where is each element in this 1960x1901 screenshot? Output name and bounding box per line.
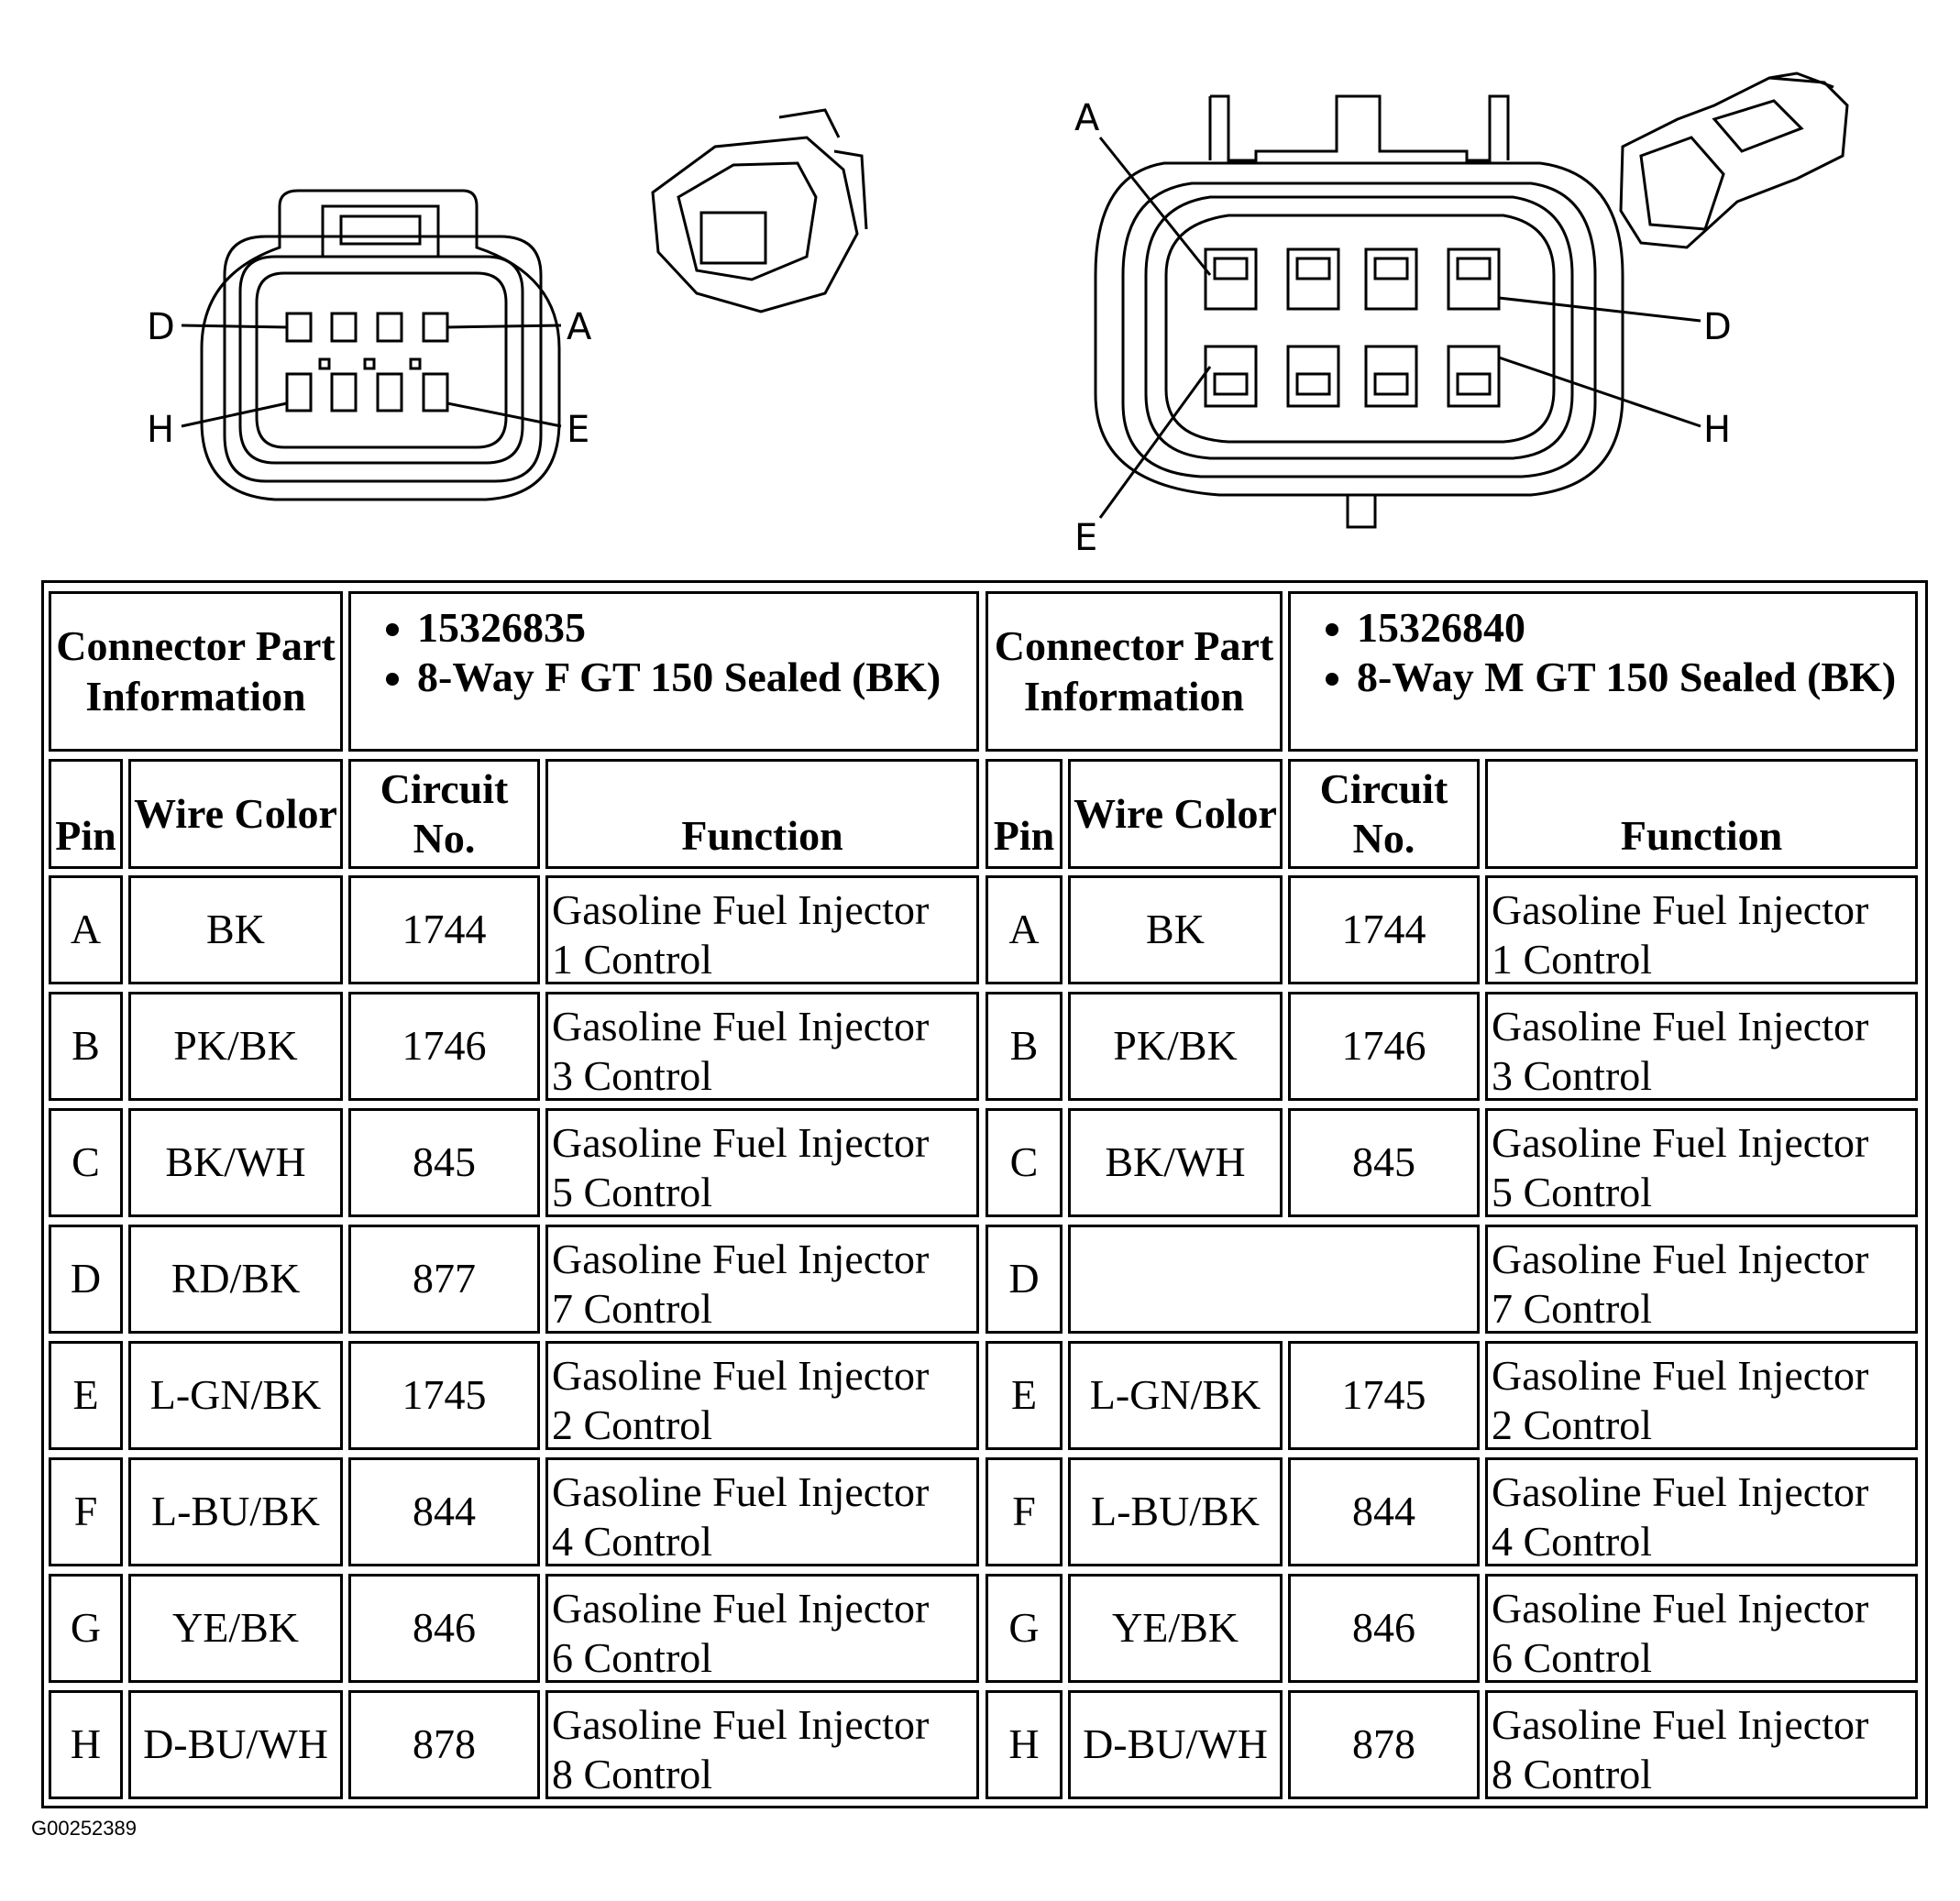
- wire-color-cell: BK: [1068, 875, 1283, 984]
- column-header-wire-color: Wire Color: [128, 759, 343, 869]
- function-cell: [1485, 1341, 1918, 1450]
- function-line-1: Gasoline Fuel Injector: [1492, 1003, 1869, 1049]
- wire-color-cell: D-BU/WH: [128, 1690, 343, 1799]
- function-line-1: Gasoline Fuel Injector: [552, 1119, 930, 1166]
- function-cell: [545, 1574, 979, 1683]
- function-cell: [545, 1457, 979, 1566]
- pin-cell: B: [49, 992, 123, 1101]
- function-line-1: Gasoline Fuel Injector: [552, 1236, 930, 1282]
- function-cell: [1485, 1574, 1918, 1683]
- function-line-1: Gasoline Fuel Injector: [1492, 1585, 1869, 1632]
- function-line-1: Gasoline Fuel Injector: [552, 1003, 930, 1049]
- function-line-2: 6 Control: [1492, 1634, 1653, 1682]
- function-line-1: Gasoline Fuel Injector: [1492, 1236, 1869, 1282]
- part-number: • 15326835: [417, 603, 941, 653]
- circuit-number-cell: 845: [348, 1108, 540, 1217]
- function-cell: [545, 1341, 979, 1450]
- male-connector-isometric: [1621, 73, 1847, 247]
- pin-cell: G: [49, 1574, 123, 1683]
- function-line-2: 5 Control: [1492, 1169, 1653, 1216]
- female-connector-face: [182, 191, 561, 500]
- connector-drawings: [0, 0, 1960, 577]
- function-cell: [1485, 992, 1918, 1101]
- column-header-pin: Pin: [986, 759, 1063, 869]
- right-pin-label-a: A: [1074, 97, 1100, 139]
- column-header-wire-color: Wire Color: [1068, 759, 1283, 869]
- wire-color-cell: PK/BK: [128, 992, 343, 1101]
- part-info-label: Connector Part Information: [49, 591, 343, 752]
- function-line-1: Gasoline Fuel Injector: [1492, 886, 1869, 933]
- function-cell: [545, 1225, 979, 1334]
- function-line-2: 2 Control: [1492, 1401, 1653, 1449]
- column-header-pin: Pin: [49, 759, 123, 869]
- right-pin-label-h: H: [1703, 409, 1732, 451]
- part-info-details: [1288, 591, 1918, 752]
- left-pin-label-e: E: [567, 409, 590, 451]
- circuit-number-cell: 1745: [348, 1341, 540, 1450]
- circuit-number-cell: 1744: [348, 875, 540, 984]
- wire-color-cell: BK: [128, 875, 343, 984]
- wire-color-cell: L-GN/BK: [1068, 1341, 1283, 1450]
- function-line-1: Gasoline Fuel Injector: [552, 886, 930, 933]
- wire-color-cell: YE/BK: [1068, 1574, 1283, 1683]
- function-line-2: 8 Control: [1492, 1751, 1653, 1798]
- pin-cell: G: [986, 1574, 1063, 1683]
- pin-cell: A: [986, 875, 1063, 984]
- function-line-1: Gasoline Fuel Injector: [552, 1701, 930, 1748]
- wire-color-cell: L-BU/BK: [1068, 1457, 1283, 1566]
- column-header-function: Function: [545, 759, 979, 869]
- function-cell: [1485, 875, 1918, 984]
- part-info-label: Connector Part Information: [986, 591, 1283, 752]
- column-header-function: Function: [1485, 759, 1918, 869]
- function-line-2: 7 Control: [1492, 1285, 1653, 1333]
- female-connector-isometric: [653, 110, 866, 312]
- circuit-number-cell: 844: [1288, 1457, 1480, 1566]
- function-line-2: 1 Control: [552, 936, 713, 983]
- part-description: • 8-Way F GT 150 Sealed (BK): [417, 653, 941, 702]
- function-line-2: 5 Control: [552, 1169, 713, 1216]
- circuit-number-cell: 877: [348, 1225, 540, 1334]
- pin-cell: H: [986, 1690, 1063, 1799]
- left-pin-label-a: A: [567, 306, 592, 348]
- function-cell: [545, 875, 979, 984]
- part-number: • 15326840: [1357, 603, 1896, 653]
- function-line-2: 4 Control: [552, 1518, 713, 1566]
- function-line-1: Gasoline Fuel Injector: [1492, 1352, 1869, 1399]
- function-cell: [1485, 1108, 1918, 1217]
- pin-cell: E: [49, 1341, 123, 1450]
- pin-cell: H: [49, 1690, 123, 1799]
- function-line-2: 4 Control: [1492, 1518, 1653, 1566]
- function-line-2: 1 Control: [1492, 936, 1653, 983]
- wire-color-cell: L-GN/BK: [128, 1341, 343, 1450]
- pin-cell: A: [49, 875, 123, 984]
- circuit-number-cell: 878: [1288, 1690, 1480, 1799]
- function-cell: [545, 1108, 979, 1217]
- wire-color-cell: YE/BK: [128, 1574, 343, 1683]
- pin-cell: E: [986, 1341, 1063, 1450]
- part-description: • 8-Way M GT 150 Sealed (BK): [1357, 653, 1896, 702]
- function-cell: [545, 1690, 979, 1799]
- function-cell: [1485, 1457, 1918, 1566]
- empty-wire-circuit-cell: [1068, 1225, 1480, 1334]
- left-pin-label-d: D: [147, 306, 175, 348]
- function-cell: [1485, 1690, 1918, 1799]
- column-header-circuit-no: Circuit No.: [1288, 759, 1480, 869]
- column-header-circuit-no: Circuit No.: [348, 759, 540, 869]
- right-pin-label-d: D: [1703, 306, 1732, 348]
- wire-color-cell: PK/BK: [1068, 992, 1283, 1101]
- function-line-2: 7 Control: [552, 1285, 713, 1333]
- wire-color-cell: L-BU/BK: [128, 1457, 343, 1566]
- circuit-number-cell: 844: [348, 1457, 540, 1566]
- wire-color-cell: RD/BK: [128, 1225, 343, 1334]
- function-line-1: Gasoline Fuel Injector: [552, 1585, 930, 1632]
- function-line-2: 3 Control: [552, 1052, 713, 1100]
- pin-cell: D: [986, 1225, 1063, 1334]
- circuit-number-cell: 1745: [1288, 1341, 1480, 1450]
- part-info-details: [348, 591, 979, 752]
- wire-color-cell: BK/WH: [1068, 1108, 1283, 1217]
- figure-id: G00252389: [31, 1817, 137, 1840]
- circuit-number-cell: 845: [1288, 1108, 1480, 1217]
- function-cell: [1485, 1225, 1918, 1334]
- wire-color-cell: D-BU/WH: [1068, 1690, 1283, 1799]
- circuit-number-cell: 1746: [348, 992, 540, 1101]
- circuit-number-cell: 1744: [1288, 875, 1480, 984]
- function-line-2: 2 Control: [552, 1401, 713, 1449]
- function-line-1: Gasoline Fuel Injector: [1492, 1468, 1869, 1515]
- left-pin-label-h: H: [147, 409, 175, 451]
- circuit-number-cell: 878: [348, 1690, 540, 1799]
- function-cell: [545, 992, 979, 1101]
- function-line-1: Gasoline Fuel Injector: [1492, 1119, 1869, 1166]
- pin-cell: F: [986, 1457, 1063, 1566]
- male-connector-face: [1096, 96, 1701, 527]
- function-line-2: 6 Control: [552, 1634, 713, 1682]
- function-line-1: Gasoline Fuel Injector: [1492, 1701, 1869, 1748]
- pin-cell: F: [49, 1457, 123, 1566]
- pin-cell: C: [986, 1108, 1063, 1217]
- pin-cell: B: [986, 992, 1063, 1101]
- pin-cell: D: [49, 1225, 123, 1334]
- circuit-number-cell: 846: [1288, 1574, 1480, 1683]
- right-pin-label-e: E: [1074, 517, 1098, 559]
- function-line-1: Gasoline Fuel Injector: [552, 1352, 930, 1399]
- pin-cell: C: [49, 1108, 123, 1217]
- function-line-2: 8 Control: [552, 1751, 713, 1798]
- function-line-1: Gasoline Fuel Injector: [552, 1468, 930, 1515]
- function-line-2: 3 Control: [1492, 1052, 1653, 1100]
- circuit-number-cell: 846: [348, 1574, 540, 1683]
- wire-color-cell: BK/WH: [128, 1108, 343, 1217]
- circuit-number-cell: 1746: [1288, 992, 1480, 1101]
